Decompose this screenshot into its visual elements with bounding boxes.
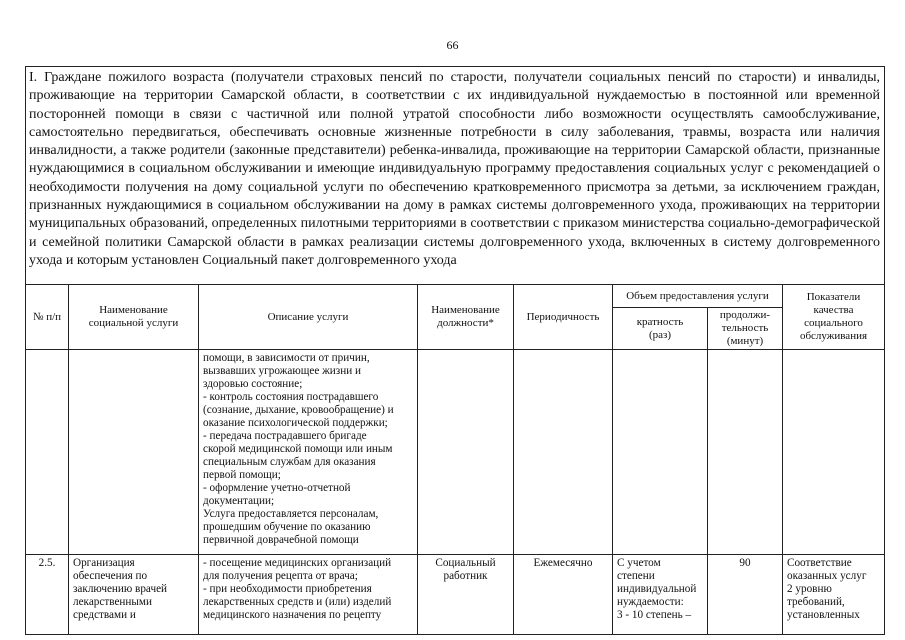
multiplicity-line: С учетом: [617, 557, 661, 569]
header-periodicity: Периодичность: [514, 285, 613, 350]
table-row: [26, 350, 885, 555]
services-table: [25, 66, 885, 635]
name-line: Организация: [73, 557, 135, 569]
desc-line: первичной доврачебной помощи: [203, 534, 359, 546]
desc-line: скорой медицинской помощи или иным: [203, 443, 393, 455]
desc-line: специальным службам для оказания: [203, 456, 376, 468]
category-intro: I. Граждане пожилого возраста (получатели страховых пенсий по старости, получатели социальных пенсий по старости) и инвалиды, проживающие на территории Самарской области, в соответствии с их индивидуальной нуждаемостью в постоянной или временной посторонней помощи в связи с частичной или полной утратой способности либо возможности осуществлять самообслуживание, самостоятельно передвигаться, обеспечивать основные жизненные потребности в силу заболевания, травмы, возраста или наличия инвалидности, а также родители (законные представители) ребенка-инвалида, проживающие на территории Самарской области, признанные нуждающимися в социальном обслуживании и имеющие индивидуальную программу предоставления социальных услуг с рекомендацией о необходимости получения на дому социальной услуги по обеспечению кратковременного присмотра за детьми, за исключением граждан, признанных нуждающимися в социальном обслуживании на дому в рамках системы долговременного ухода, проживающих на территории муниципальных образований, определенных пилотными территориями в соответствии с приказом министерства социально-демографической и семейной политики Самарской области в рамках реализации системы долговременного ухода, включенных в систему долговременного ухода и которым установлен Социальный пакет долговременного ухода: [26, 67, 885, 285]
row-service-name: [69, 555, 199, 635]
row-description: [199, 555, 418, 635]
name-line: заключению врачей: [73, 583, 168, 595]
row-duration: 90: [708, 555, 783, 635]
desc-line: первой помощи;: [203, 469, 281, 481]
header-service-name: Наименование социальной услуги: [69, 285, 199, 350]
cont-num-cell: [26, 350, 69, 555]
multiplicity-line: степени: [617, 570, 655, 582]
desc-line: Услуга предоставляется персоналам,: [203, 508, 379, 520]
desc-line: оказание психологической поддержки;: [203, 417, 388, 429]
multiplicity-line: 3 - 10 степень –: [617, 609, 692, 621]
row-periodicity: Ежемесячно: [514, 555, 613, 635]
name-line: средствами и: [73, 609, 136, 621]
cont-periodicity-cell: [514, 350, 613, 555]
cont-multiplicity-cell: [613, 350, 708, 555]
row-multiplicity: [613, 555, 708, 635]
desc-line: - посещение медицинских организаций: [203, 557, 392, 569]
desc-line: - передача пострадавшего бригаде: [203, 430, 367, 442]
table-row: [26, 555, 885, 635]
desc-line: прошедшим обучение по оказанию: [203, 521, 371, 533]
header-duration: продолжи- тельность (минут): [708, 308, 783, 350]
header-volume: Объем предоставления услуги: [613, 285, 783, 308]
desc-line: медицинского назначения по рецепту: [203, 609, 382, 621]
header-multiplicity: кратность (раз): [613, 308, 708, 350]
cont-quality-cell: [783, 350, 885, 555]
row-position: Социальный работник: [418, 555, 514, 635]
desc-line: - при необходимости приобретения: [203, 583, 372, 595]
name-line: обеспечения по: [73, 570, 148, 582]
row-num: 2.5.: [26, 555, 69, 635]
header-position: Наименование должности*: [418, 285, 514, 350]
header-num: № п/п: [26, 285, 69, 350]
quality-line: 2 уровню: [787, 583, 832, 595]
multiplicity-line: индивидуальной: [617, 583, 697, 595]
desc-line: документации;: [203, 495, 275, 507]
row-quality: [783, 555, 885, 635]
multiplicity-line: нуждаемости:: [617, 596, 684, 608]
header-description: Описание услуги: [199, 285, 418, 350]
desc-line: - контроль состояния пострадавшего: [203, 391, 379, 403]
desc-line: - оформление учетно-отчетной: [203, 482, 351, 494]
desc-line: для получения рецепта от врача;: [203, 570, 358, 582]
cont-position-cell: [418, 350, 514, 555]
name-line: лекарственными: [73, 596, 152, 608]
cont-description-cell: [199, 350, 418, 555]
cont-duration-cell: [708, 350, 783, 555]
quality-line: Соответствие: [787, 557, 852, 569]
page-number: 66: [446, 38, 459, 52]
desc-line: лекарственных средств и (или) изделий: [203, 596, 392, 608]
quality-line: требований,: [787, 596, 845, 608]
desc-line: вызвавших угрожающее жизни и: [203, 365, 361, 377]
desc-line: (сознание, дыхание, кровообращение) и: [203, 404, 394, 416]
quality-line: оказанных услуг: [787, 570, 867, 582]
quality-line: установленных: [787, 609, 860, 621]
cont-name-cell: [69, 350, 199, 555]
desc-line: здоровью состояние;: [203, 378, 303, 390]
header-quality: Показатели качества социального обслуживания: [783, 285, 885, 350]
desc-line: помощи, в зависимости от причин,: [203, 352, 370, 364]
